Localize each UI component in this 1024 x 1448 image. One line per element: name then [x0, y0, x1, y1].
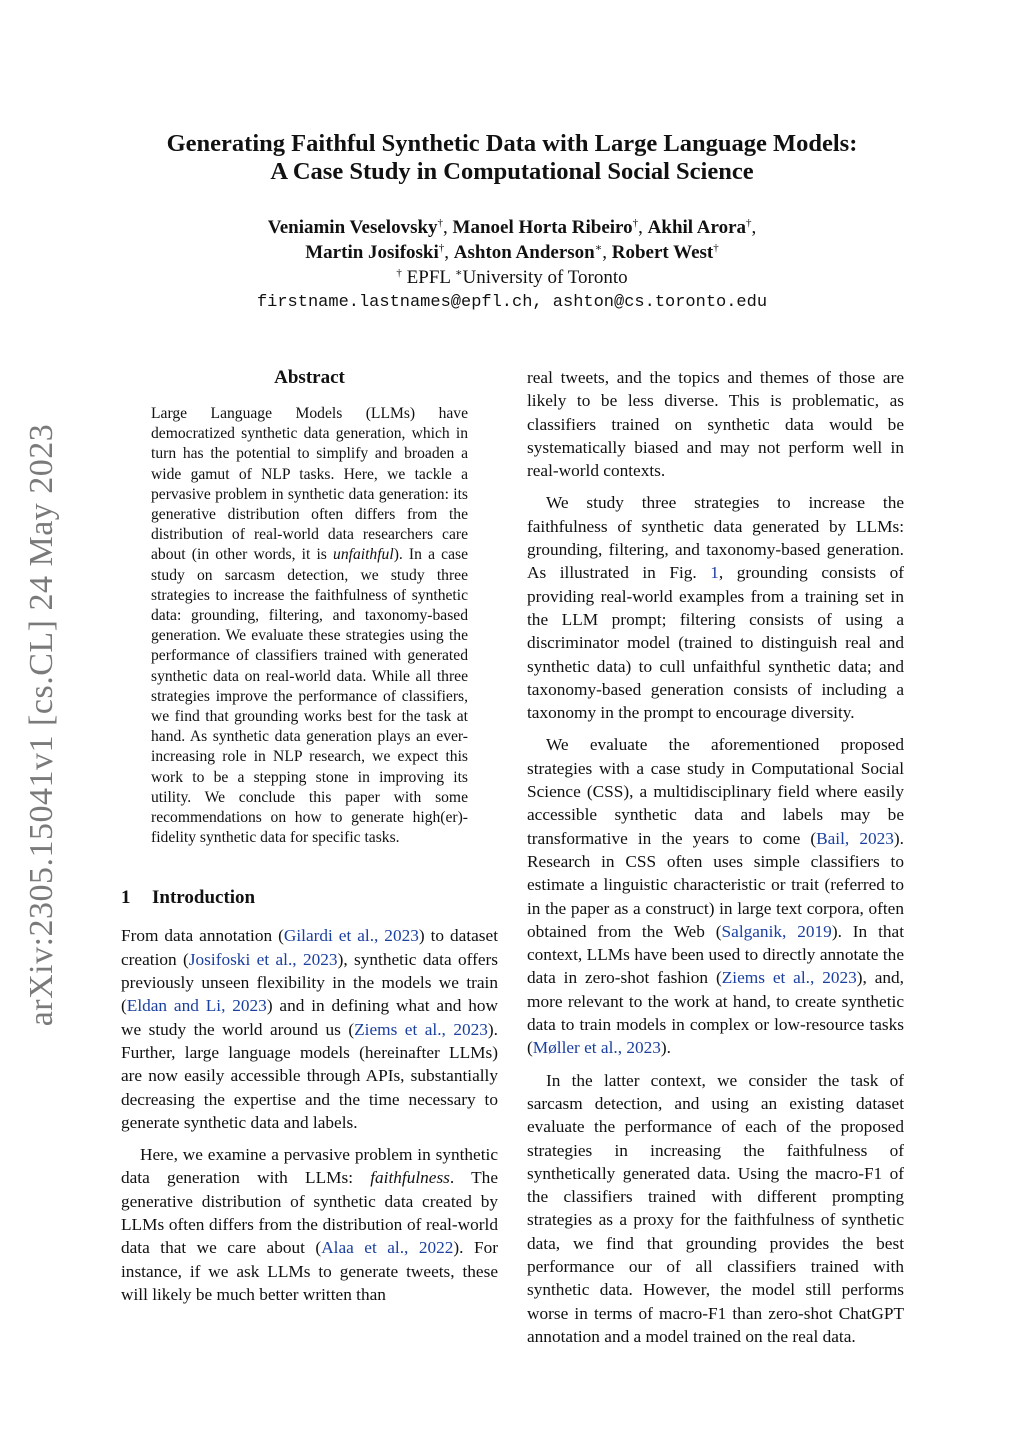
dagger-mark: † [632, 217, 639, 229]
author-line-1 [120, 215, 904, 240]
citation-link[interactable]: Møller et al., 2023 [532, 1038, 661, 1058]
intro-paragraph-5: In the latter context, we consider the task of sarcasm detection, and using an existing dataset evaluate the performance of each of the proposed strategies in increasing the faithfulness of synthetically generated data. Using the macro-F1 of the classifiers trained with different prompting strategies as a proxy for the faithfulness of synthetic data, we find that grounding provides the best performance our of all classifiers trained with synthetic data. However, the model still performs worse in terms of macro-F1 than zero-shot ChatGPT annotation and a model trained on the real data. [527, 1070, 904, 1346]
author-name: Veniamin Veselovsky [267, 217, 438, 238]
author-emails: firstname.lastnames@epfl.ch, ashton@cs.toronto.edu [256, 293, 768, 312]
arxiv-identifier: arXiv:2305.15041v1 [cs.CL] 24 May 2023 [23, 423, 60, 1027]
author-name: Akhil Arora [647, 217, 747, 238]
dagger-mark: † [437, 217, 444, 229]
affiliations [120, 265, 904, 290]
intro-paragraph-3 [527, 491, 904, 724]
text-run: ). [660, 1038, 671, 1058]
section-number: 1 [121, 887, 131, 909]
text-run: ). Further, large language models (hereinafter LLMs) are now easily accessible through APIs, substantially decreasing the expertise and the time necessary to generate synthetic data and labels. [121, 1019, 498, 1132]
author-name: Martin Josifoski [305, 242, 439, 263]
text-run: ) to dataset creation ( [121, 926, 498, 969]
intro-paragraph-4 [527, 733, 904, 1059]
separator: , [638, 217, 643, 238]
citation-link[interactable]: Bail, 2023 [816, 828, 894, 848]
text-run: . The generative distribution of synthetic data created by LLMs often differs from the distribution of real-world data that we care about ( [121, 1168, 498, 1258]
author-name: Robert West [611, 242, 714, 263]
citation-link[interactable]: Josifoski et al., 2023 [188, 949, 338, 969]
title-line-1: Generating Faithful Synthetic Data with Large Language Models: [166, 130, 858, 157]
section-heading-introduction [121, 886, 498, 910]
dagger-mark: † [396, 267, 402, 279]
intro-paragraph-1 [121, 924, 498, 1134]
star-mark: ∗ [594, 242, 603, 254]
section-title: Introduction [152, 887, 256, 909]
citation-link[interactable]: Ziems et al., 2023 [354, 1019, 488, 1039]
affiliation-epfl: EPFL [406, 267, 451, 288]
dagger-mark: † [438, 242, 445, 254]
text-run: ), and, more relevant to the work at hand, to create synthetic data to train models in complex or low-resource tasks ( [527, 968, 905, 1058]
abstract-part: Large Language Models (LLMs) have democratized synthetic data generation, which in turn has the potential to simplify and broaden a wide gamut of NLP tasks. Here, we tackle a pervasive problem in synthetic data generation: its generative distribution often differs from the distribution of real-world data researchers care about (in other words, it is [151, 405, 468, 564]
dagger-mark: † [713, 242, 719, 254]
author-name: Ashton Anderson [453, 242, 595, 263]
text-run: We study three strategies to increase the faithfulness of synthetic data generated by LLMs: grounding, filtering, and taxonomy-based generation. As illustrated in Fig. [527, 493, 904, 583]
abstract-emphasis: unfaithful [333, 546, 394, 564]
left-column [121, 366, 498, 1315]
text-run: From data annotation ( [121, 926, 284, 946]
citation-link[interactable]: Eldan and Li, 2023 [126, 996, 267, 1016]
title-line-2: A Case Study in Computational Social Science [270, 158, 754, 185]
paper-title [120, 130, 904, 186]
citation-link[interactable]: Ziems et al., 2023 [721, 968, 857, 988]
emphasis: faithfulness [370, 1168, 450, 1188]
figure-reference-link[interactable]: 1 [710, 563, 719, 583]
text-run: We evaluate the aforementioned proposed strategies with a case study in Computational Social Science (CSS), a multidisciplinary field where easily accessible synthetic data and labels may be transformative in the years to come ( [527, 735, 904, 848]
separator: , [444, 242, 450, 263]
author-block [120, 215, 904, 315]
dagger-mark: † [746, 217, 752, 229]
separator: , [443, 217, 448, 238]
separator: , [602, 242, 607, 263]
text-run: Here, we examine a pervasive problem in synthetic data generation with LLMs: [121, 1145, 498, 1188]
author-line-2 [120, 240, 904, 265]
citation-link[interactable]: Salganik, 2019 [721, 921, 832, 941]
intro-paragraph-2-continued: real tweets, and the topics and themes of those are likely to be less diverse. This is problematic, as classifiers trained on synthetic data would be systematically biased and may not perform well in real-world contexts. [527, 368, 904, 481]
separator: , [751, 217, 757, 238]
text-run: ) and in defining what and how we study the world around us ( [121, 996, 498, 1039]
citation-link[interactable]: Gilardi et al., 2023 [283, 926, 419, 946]
text-run: ). Research in CSS often uses simple classifiers to estimate a linguistic characteristic or trait (referred to in the paper as a construct) in large text corpora, often obtained from the Web ( [527, 828, 904, 941]
text-run: ). For instance, if we ask LLMs to generate tweets, these will likely be much better written than [121, 1238, 498, 1304]
star-mark: ∗ [455, 267, 463, 279]
text-run: , grounding consists of providing real-world examples from a training set in the LLM prompt; filtering consists of using a discriminator model (trained to distinguish real and synthetic data) to cull unfaithful synthetic data; and taxonomy-based generation consists of including a taxonomy in the prompt to encourage diversity. [527, 563, 904, 723]
abstract-heading: Abstract [274, 367, 345, 388]
text-run: ), synthetic data offers previously unseen flexibility in the models we train ( [121, 949, 498, 1016]
author-name: Manoel Horta Ribeiro [452, 217, 633, 238]
affiliation-toronto: University of Toronto [462, 267, 628, 288]
abstract-part: ). In a case study on sarcasm detection, we study three strategies to increase the faithfulness of synthetic data: grounding, filtering, and taxonomy-based generation. We evaluate these strategies using the performance of classifiers trained with generated synthetic data on real-world data. While all three strategies improve the performance of classifiers, we find that grounding works best for the task at hand. As synthetic data generation plays an ever-increasing role in NLP research, we expect this work to be a stepping stone in improving its utility. We conclude this paper with some recommendations on how to generate high(er)-fidelity synthetic data for specific tasks. [151, 546, 468, 847]
abstract-text [151, 404, 468, 848]
intro-paragraph-2 [121, 1143, 498, 1306]
text-run: ). In that context, LLMs have been used to directly annotate the data in zero-shot fashion ( [527, 921, 905, 988]
right-column [527, 366, 904, 1357]
citation-link[interactable]: Alaa et al., 2022 [321, 1238, 454, 1258]
